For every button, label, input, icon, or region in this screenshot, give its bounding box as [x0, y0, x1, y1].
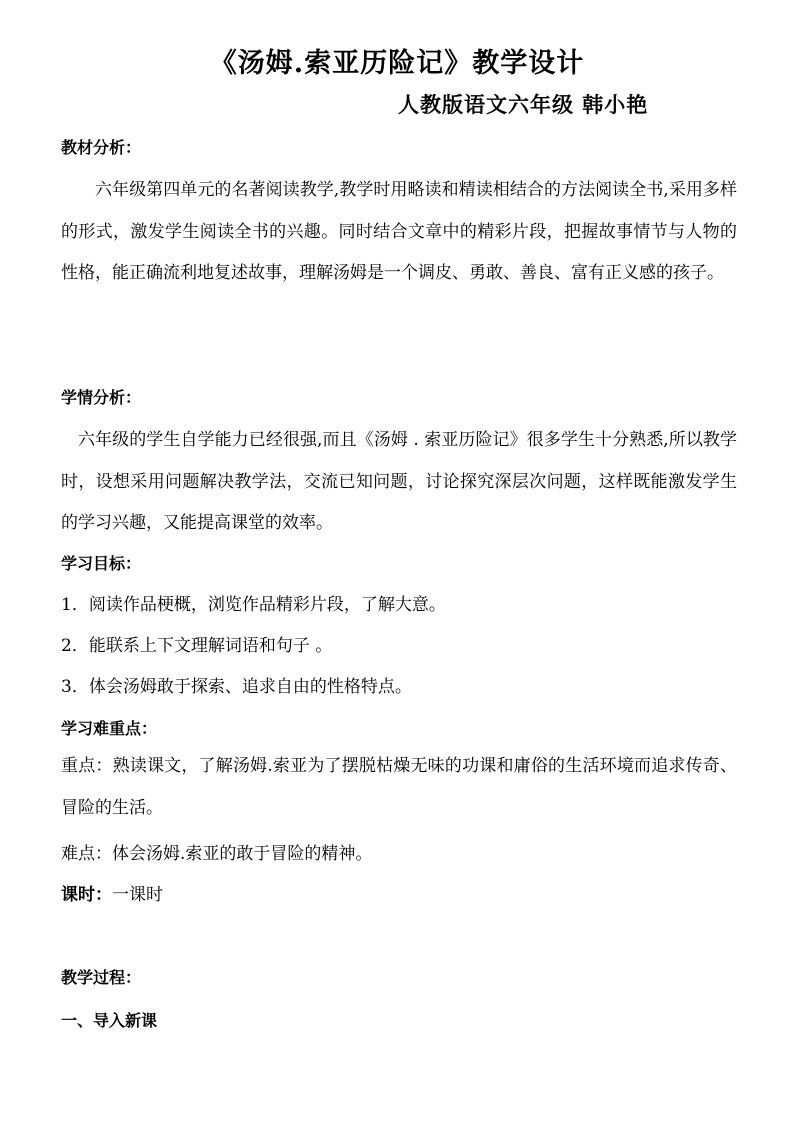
class-hours-label: 课时： — [61, 885, 112, 905]
process-heading: 教学过程： — [61, 968, 142, 987]
material-analysis-heading: 教材分析： — [61, 138, 142, 157]
objective-item: 3．体会汤姆敢于探索、追求自由的性格特点。 — [61, 677, 412, 697]
document-title: 《汤姆.索亚历险记》教学设计 — [209, 48, 585, 79]
class-hours — [61, 882, 163, 908]
document-author: 人教版语文六年级 韩小艳 — [398, 92, 649, 117]
student-analysis-body: 六年级的学生自学能力已经很强,而且《汤姆 . 索亚历险记》很多学生十分熟悉,所以教学时，设想采用问题解决教学法，交流已知问题，讨论探究深层次问题，这样既能激发学生的学习兴趣，又能提高课堂的效率。 — [61, 430, 737, 533]
material-analysis-body: 六年级第四单元的名著阅读教学,教学时用略读和精读相结合的方法阅读全书,采用多样的形式，激发学生阅读全书的兴趣。同时结合文章中的精彩片段，把握故事情节与人物的性格，能正确流利地复述故事，理解汤姆是一个调皮、勇敢、善良、富有正义感的孩子。 — [61, 180, 737, 283]
process-step-heading: 一、导入新课 — [61, 1011, 158, 1030]
key-points-difficulty: 难点：体会汤姆.索亚的敢于冒险的精神。 — [61, 844, 373, 864]
objectives-heading: 学习目标： — [61, 554, 142, 573]
class-hours-value: 一课时 — [112, 885, 163, 905]
objective-item: 2．能联系上下文理解词语和句子 。 — [61, 636, 333, 656]
objective-item: 1．阅读作品梗概，浏览作品精彩片段，了解大意。 — [61, 595, 446, 615]
student-analysis-heading: 学情分析： — [61, 388, 142, 407]
key-points-focus: 重点：熟读课文，了解汤姆.索亚为了摆脱枯燥无味的功课和庸俗的生活环境而追求传奇、冒险的生活。 — [61, 756, 737, 818]
key-points-heading: 学习难重点： — [61, 719, 158, 738]
